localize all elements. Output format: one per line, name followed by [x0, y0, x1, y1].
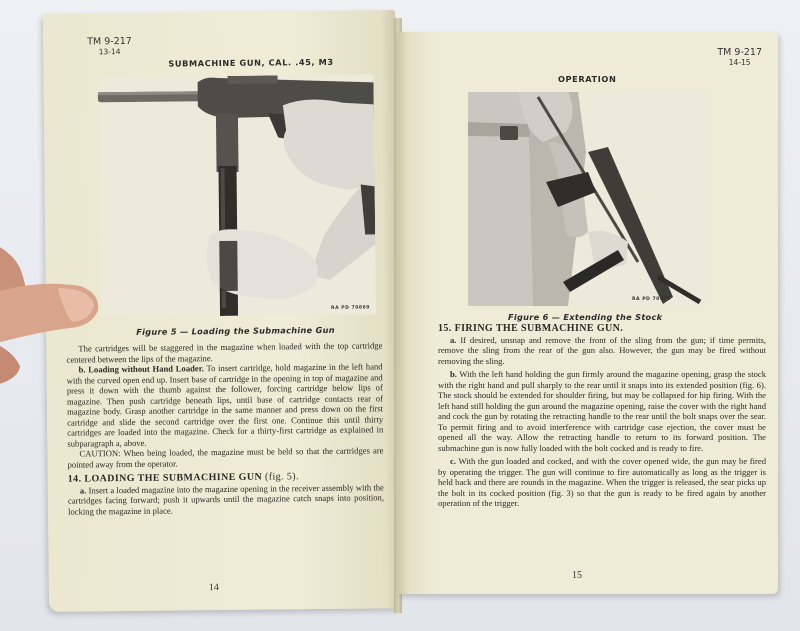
paragraph-c — [438, 456, 766, 509]
caution-label: CAUTION: — [79, 448, 121, 459]
page-number-right: 15 — [572, 570, 582, 581]
figure-5-photo — [98, 74, 376, 317]
paragraph-lead: b. — [450, 369, 457, 379]
paragraph-range: 13-14 — [98, 47, 121, 57]
thumb-holding-book — [0, 238, 110, 388]
paragraph-text: Insert a loaded magazine into the magazine opening in the receiver assembly with the cartridges facing forward; push it upwards until the magazine catch snaps into position, locking the magazine in place. — [67, 481, 385, 517]
paragraph-text: With the gun loaded and cocked, and with the cover opened wide, the gun may be fired by operating the trigger. The gun will continue to fire automatically as long as the trigger is held back and there are rounds in the magazine. When the trigger is released, the sear picks up the bolt in its cocked position (fig. 3) so that the gun is ready to be fired again by another operation of the trigger. — [438, 456, 766, 508]
running-head: OPERATION — [558, 74, 617, 84]
submachine-gun-loading-illustration — [98, 74, 376, 317]
tm-number: TM 9-217 — [717, 47, 762, 58]
caution-paragraph — [67, 445, 383, 469]
paragraph-text: To insert cartridge, hold magazine in the left hand with the curved open end up. Insert base of cartridge in the opening in top of magazine and press it down with the thumb against the follower, forcing cartridge below lips of magazine. Then push cartridge beneath lips, until base of cartridge contacts rear of magazine body. Grasp another cartridge in the same manner and press down on the first cartridge and slide the second cartridge over the first one. Continue this until thirty cartridges are loaded into the magazine. Check for a thirty-first cartridge as explained in subparagraph a, above. — [66, 361, 384, 449]
page-number-left: 14 — [208, 582, 219, 594]
figure-6-ra-code: RA PD 70870 — [632, 297, 671, 302]
paragraph-a — [68, 482, 384, 517]
paragraph-range: 14-15 — [728, 58, 751, 67]
extending-stock-illustration — [468, 92, 708, 306]
right-page-body — [438, 324, 766, 509]
paragraph-lead: c. — [450, 456, 456, 466]
paragraph-text: The cartridges will be staggered in the magazine when loaded with the top cartridge centered between the lips of the magazine. — [66, 340, 383, 365]
paragraph-lead: a. — [79, 484, 87, 495]
figure-5-caption: Figure 5 — Loading the Submachine Gun — [136, 324, 335, 337]
paragraph-b — [438, 369, 766, 453]
right-page — [398, 32, 778, 594]
paragraph-a — [438, 335, 766, 367]
paragraph-text: With the left hand holding the gun firmly around the magazine opening, grasp the stock with the right hand and pull sharply to the rear until it snaps into its extended position (fig. 6). The stock should be extended for shoulder firing, but may be collapsed for hip firing. With the left hand still holding the gun around the magazine opening, raise the cover with the right hand and cock the gun by rotating the retracting handle to the rear until the bolt snaps over the sear. To permit firing and to avoid interference with cartridge case ejection, the cover must be opened all the way. Allow the retracting handle to return to its forward position. The submachine gun is now fully loaded with the bolt cocked and is ready to fire. — [438, 369, 766, 453]
paragraph-text: When being loaded, the magazine must be held so that the cartridges are pointed away from the operator. — [67, 445, 384, 470]
paragraph-b — [67, 361, 384, 448]
figure-6-caption: Figure 6 — Extending the Stock — [508, 312, 663, 322]
section-heading-text: 14. LOADING THE SUBMACHINE GUN — [67, 471, 263, 485]
figure-6-photo — [468, 92, 708, 306]
figure-reference: (fig. 5). — [262, 471, 299, 483]
left-page-body — [66, 340, 384, 516]
figure-5-ra-code: RA PD 70869 — [330, 305, 371, 311]
paragraph-lead: b. Loading without Hand Loader. — [78, 363, 204, 375]
running-head: SUBMACHINE GUN, CAL. .45, M3 — [168, 56, 334, 69]
tm-label-right — [717, 48, 762, 68]
paragraph-text: If desired, unsnap and remove the front of the sling from the gun; if time permits, remove the sling from the rear of the gun also. However, the gun may be fired without removing the sling. — [438, 334, 766, 366]
tm-label-left — [87, 37, 132, 57]
tm-number: TM 9-217 — [87, 35, 132, 48]
paragraph-lead: a. — [450, 334, 457, 345]
section-15-heading: 15. FIRING THE SUBMACHINE GUN. — [438, 323, 624, 334]
